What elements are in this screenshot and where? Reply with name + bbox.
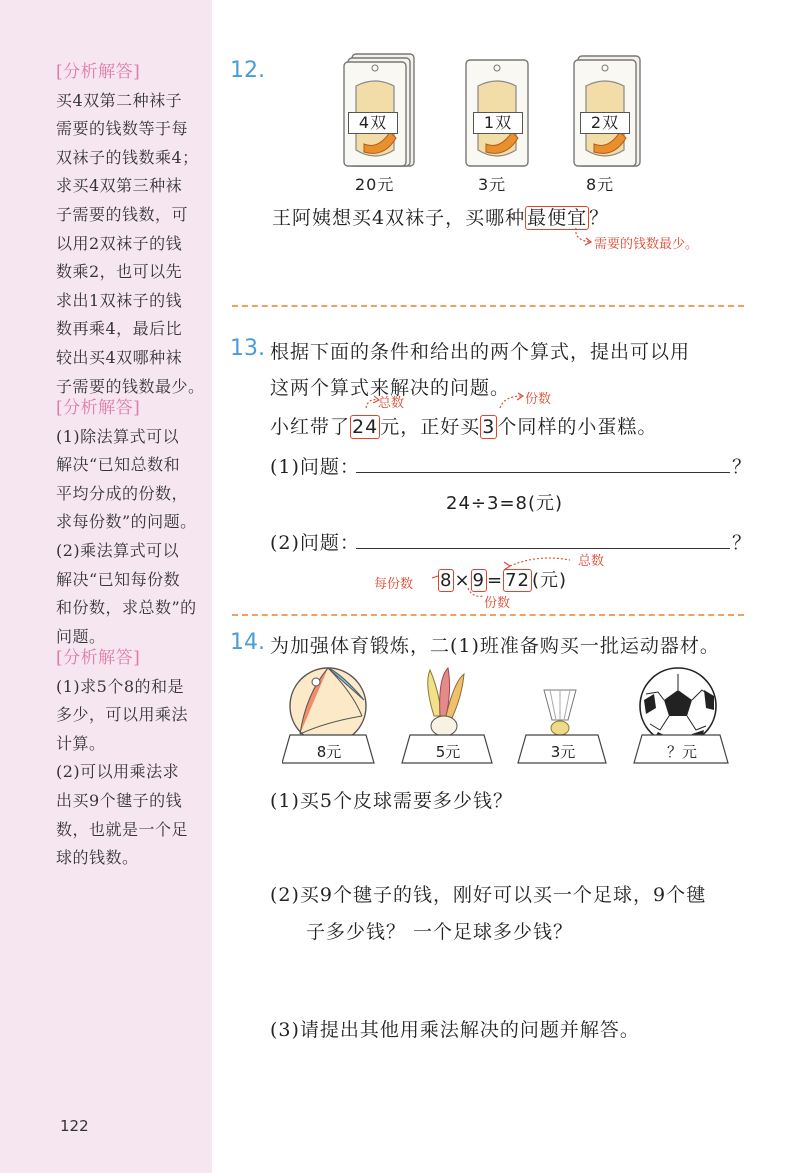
q13-part2-qmark: ？ [732, 532, 753, 554]
analysis-heading: [分析解答] [56, 398, 141, 418]
q13-cond-total: 24 [352, 416, 379, 438]
q14-sub-3: (3)请提出其他用乘法解决的问题并解答。 [270, 1019, 640, 1041]
analysis-line: 以用2双袜子的钱 [56, 233, 183, 253]
analysis-line: 数乘2，也可以先 [56, 262, 183, 282]
analysis-heading: [分析解答] [56, 62, 141, 82]
analysis-sidebar [0, 0, 212, 1173]
price-ball: 8元 [316, 743, 342, 761]
eq2-each: 8 [440, 570, 453, 591]
divider-1 [232, 305, 744, 307]
pack-label-3: 2双 [580, 112, 630, 134]
price-shuttlecock: 3元 [550, 743, 576, 761]
analysis-line: (2)可以用乘法求 [56, 762, 180, 782]
question-13-number: 13. [230, 336, 265, 361]
analysis-line: 出买9个毽子的钱 [56, 790, 183, 810]
analysis-line: 求出1双袜子的钱 [56, 290, 183, 310]
q13-line-2: 这两个算式来解决的问题。 [270, 377, 511, 399]
analysis-line: 问题。 [56, 626, 106, 646]
sock-pack-4-pairs [344, 54, 414, 166]
q13-condition [270, 412, 657, 439]
q13-eq2-annotation-arrows [418, 550, 588, 606]
eq2-total: 72 [505, 570, 530, 591]
analysis-line: 多少，可以用乘法 [56, 705, 189, 725]
q13-cond-parts: 3 [482, 416, 496, 438]
analysis-line: 求买4双第三种袜 [56, 176, 183, 196]
analysis-block-3 [56, 644, 206, 873]
q12-annotation: 需要的钱数最少。 [594, 237, 699, 252]
price-card-shuttlecock [520, 733, 606, 765]
analysis-line: 数，也就是一个足 [56, 819, 189, 839]
q14-sub-2a: (2)买9个毽子的钱，刚好可以买一个足球，9个毽 [270, 884, 707, 906]
analysis-line: 球的钱数。 [56, 848, 139, 868]
price-pack-2: 3元 [478, 175, 507, 194]
sock-packs-illustration [330, 52, 650, 170]
analysis-line: 较出买4双哪种袜 [56, 347, 183, 367]
q14-sub-1: (1)买5个皮球需要多少钱？ [270, 790, 514, 812]
analysis-line: (1)除法算式可以 [56, 426, 180, 446]
analysis-line: 和份数，求总数”的 [56, 598, 197, 618]
q13-part1-answer-line[interactable] [356, 472, 730, 473]
eq2-parts: 9 [472, 570, 485, 591]
eq2-times: × [454, 570, 471, 591]
shuttlecock-feather-icon [428, 668, 464, 736]
analysis-line: 平均分成的份数， [56, 483, 189, 503]
price-pack-1: 20元 [355, 175, 395, 194]
q13-cond-mid: 元，正好买 [380, 416, 481, 438]
price-card-shuttle-feather [404, 733, 492, 765]
q14-intro: 为加强体育锻炼，二(1)班准备购买一批运动器材。 [270, 635, 720, 657]
q13-note-parts: 份数 [525, 392, 552, 407]
q13-note-total: 总数 [378, 396, 405, 411]
shuttlecock-icon [544, 690, 576, 735]
divider-2 [232, 614, 744, 616]
pack-label-2: 1双 [473, 112, 523, 134]
analysis-heading: [分析解答] [56, 648, 141, 668]
analysis-line: 子需要的钱数，可 [56, 204, 189, 224]
analysis-line: 解决“已知每份数 [56, 569, 181, 589]
question-12-text [272, 203, 609, 230]
q12-highlight-cheapest: 最便宜 [527, 207, 588, 229]
q14-sub-2b: 子多少钱？ 一个足球多少钱？ [306, 921, 574, 943]
analysis-line: (2)乘法算式可以 [56, 540, 180, 560]
question-12-number: 12. [230, 58, 265, 83]
q12-text-post: ？ [589, 207, 610, 229]
analysis-line: 求每份数”的问题。 [56, 512, 197, 532]
analysis-block-1 [56, 58, 206, 401]
q13-part2-label: (2)问题： [270, 532, 360, 554]
price-soccer-ball: ？元 [666, 743, 697, 761]
price-feather-shuttlecock: 5元 [435, 743, 461, 761]
sock-pack-2-pairs [574, 56, 640, 166]
analysis-block-2 [56, 394, 206, 651]
analysis-line: 解决“已知总数和 [56, 455, 181, 475]
analysis-line: 需要的钱数等于每 [56, 119, 189, 139]
q13-note-parts-2: 份数 [484, 596, 511, 611]
q12-text-pre: 王阿姨想买4双袜子，买哪种 [272, 207, 526, 229]
analysis-line: (1)求5个8的和是 [56, 676, 185, 696]
analysis-line: 子需要的钱数最少。 [56, 376, 205, 396]
q13-cond-post: 个同样的小蛋糕。 [497, 416, 658, 438]
q13-note-total-2: 总数 [578, 554, 605, 569]
analysis-line: 买4双第二种袜子 [56, 90, 183, 110]
price-card-ball [284, 733, 374, 765]
pack-label-1: 4双 [348, 112, 398, 134]
analysis-line: 数再乘4，最后比 [56, 319, 183, 339]
page-number: 122 [60, 1117, 89, 1135]
question-14-number: 14. [230, 630, 265, 655]
annotation-arrow-icon [572, 226, 596, 248]
price-card-soccer [636, 733, 728, 765]
price-pack-3: 8元 [586, 175, 615, 194]
q13-note-each: 每份数 [374, 577, 414, 592]
q13-cond-pre: 小红带了 [270, 416, 351, 438]
q13-equation-1: 24÷3=8(元) [446, 493, 564, 514]
q13-annotation-arrows [360, 392, 550, 412]
analysis-line: 计算。 [56, 733, 106, 753]
q13-part1-label: (1)问题： [270, 456, 360, 478]
q13-part2-answer-line[interactable] [356, 548, 730, 549]
eq2-equals: = [487, 570, 504, 591]
q13-line-1: 根据下面的条件和给出的两个算式，提出可以用 [270, 341, 691, 363]
eq2-unit: (元) [532, 570, 568, 591]
analysis-line: 双袜子的钱数乘4； [56, 147, 199, 167]
q13-part1-qmark: ？ [732, 456, 753, 478]
